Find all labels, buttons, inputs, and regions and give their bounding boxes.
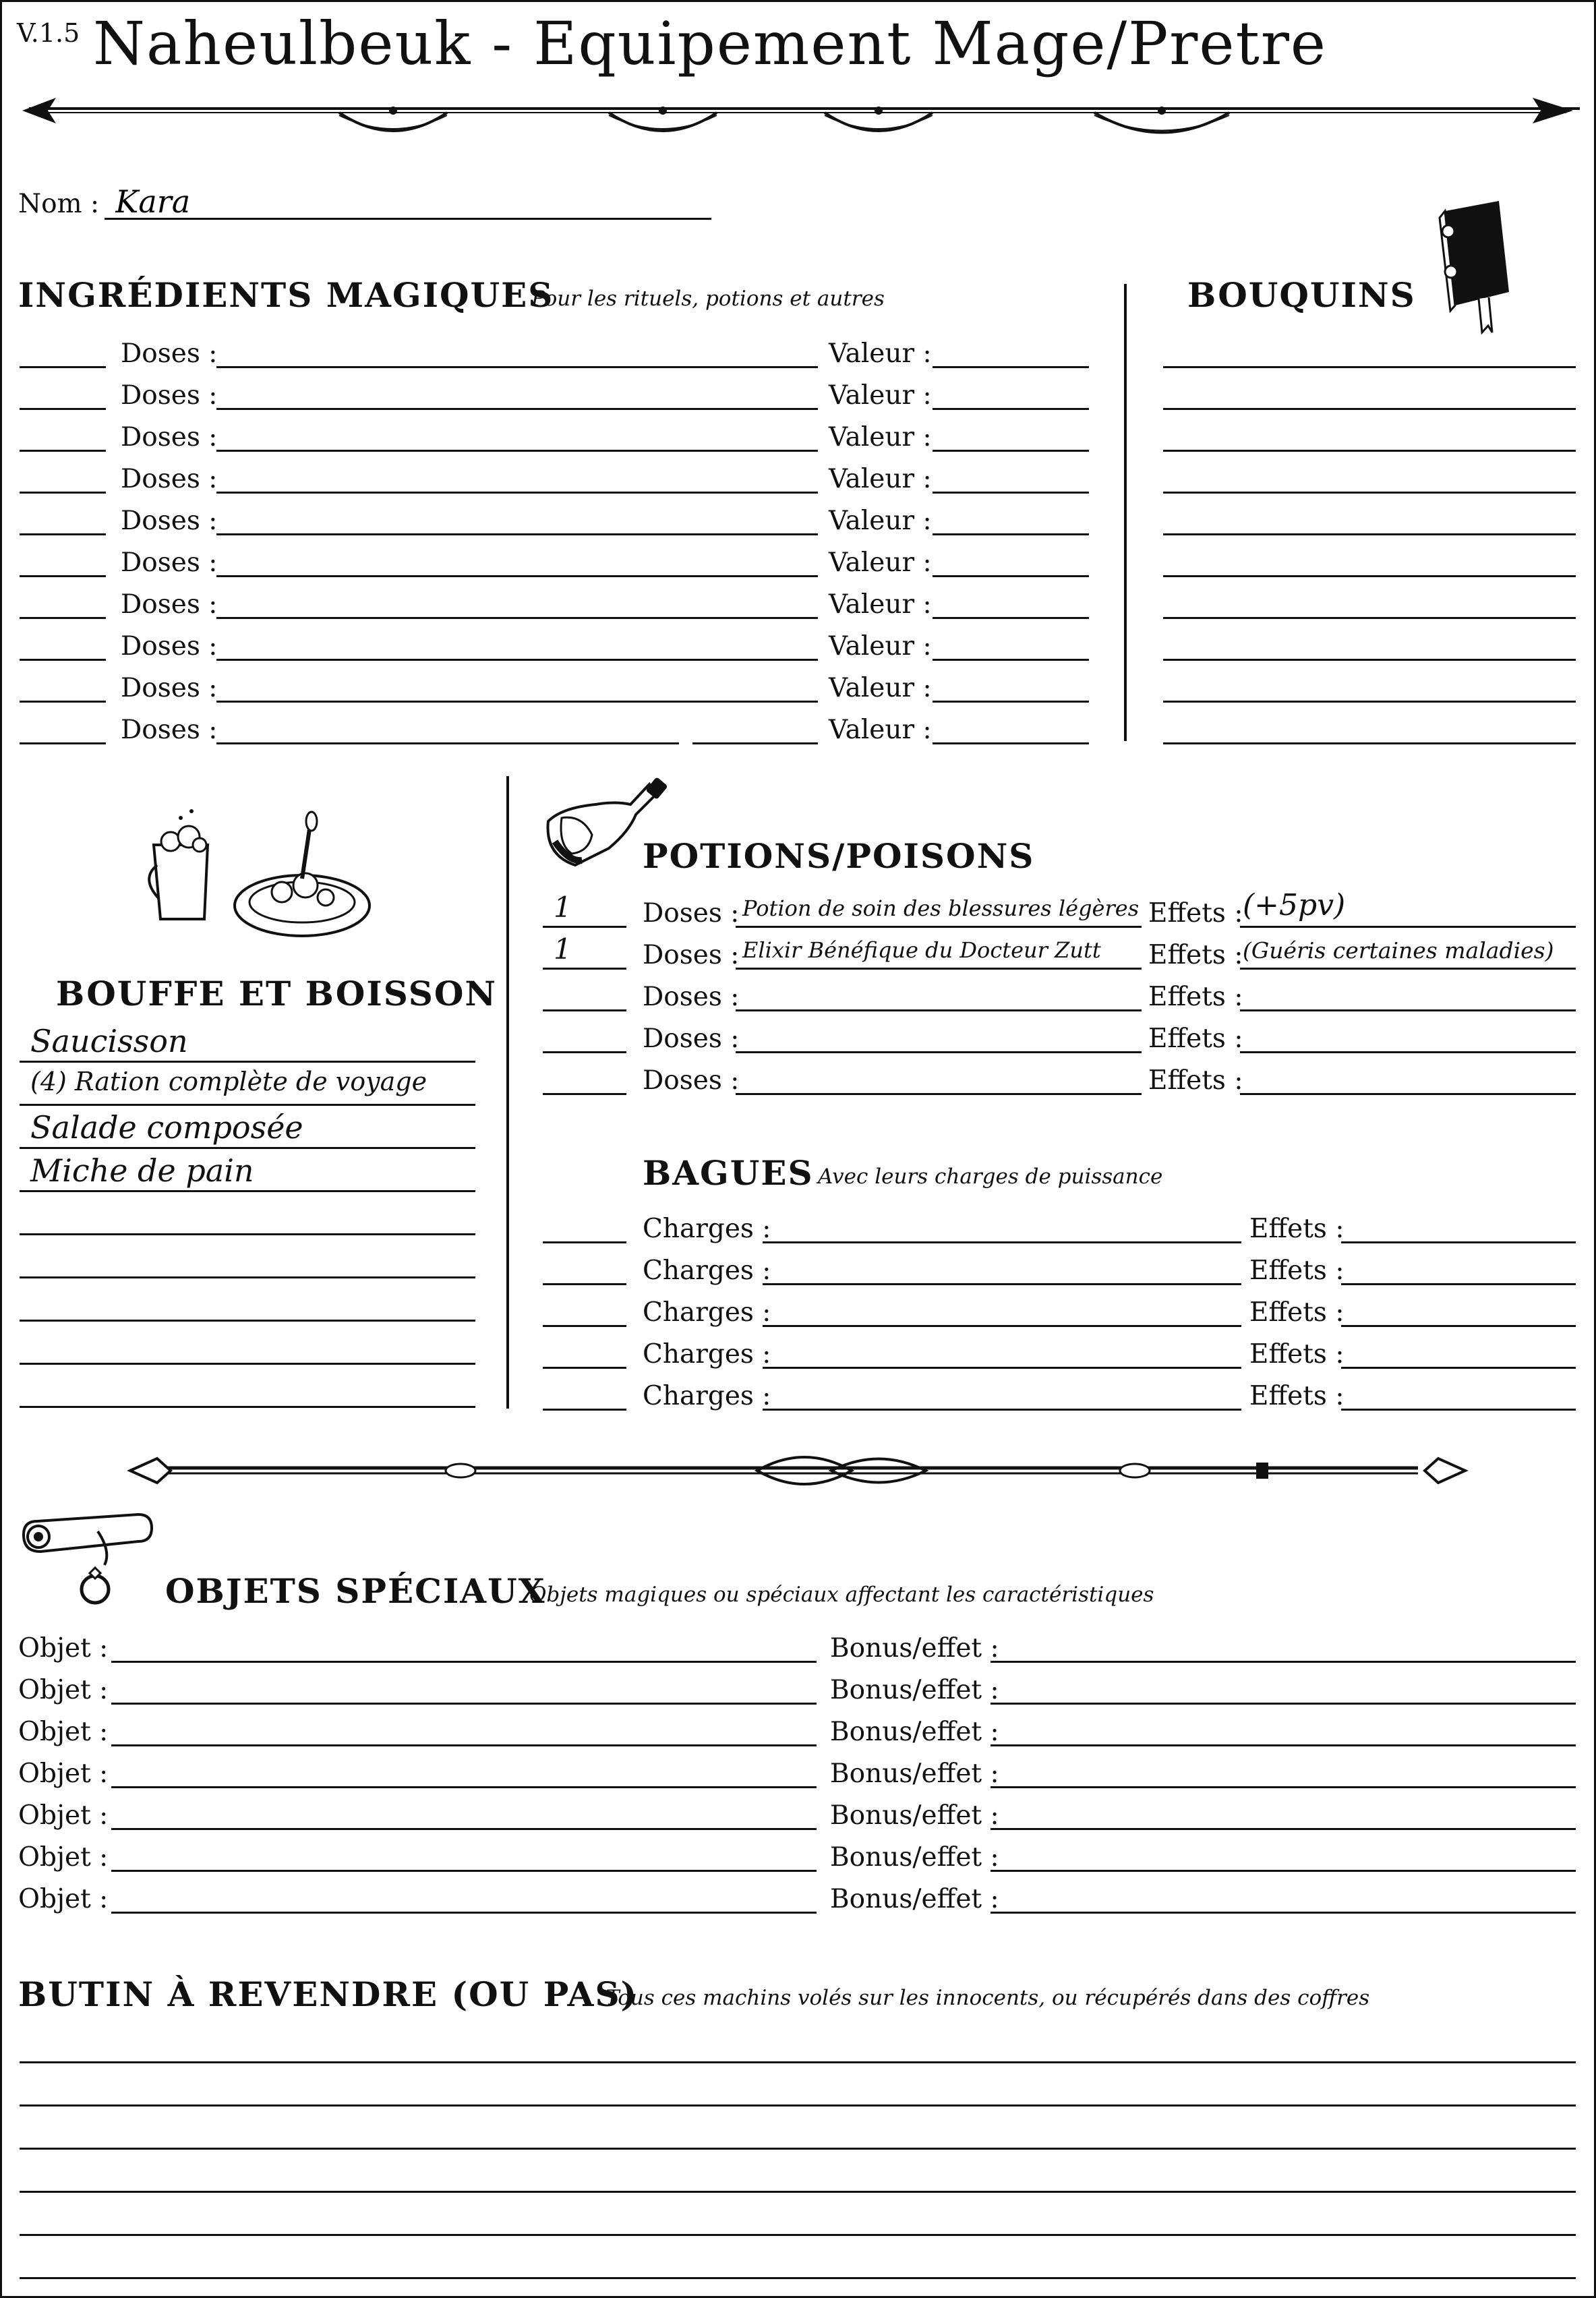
ingredient-name-field[interactable] (216, 462, 818, 492)
food-line (20, 1233, 475, 1235)
ingredient-doses-label: Doses : (121, 506, 218, 536)
food-title: BOUFFE ET BOISSON (56, 974, 498, 1013)
book-field[interactable] (1163, 420, 1576, 450)
potion-effect-field[interactable] (1240, 1063, 1576, 1093)
ingredient-value-field[interactable] (933, 462, 1089, 492)
food-line (20, 1276, 475, 1278)
special-objet-field[interactable] (111, 1715, 817, 1744)
ingredient-value-line (933, 742, 1089, 744)
special-bonus-line (991, 1744, 1576, 1746)
ingredient-doses-label: Doses : (121, 589, 218, 620)
ingredient-qty-field[interactable] (20, 629, 106, 659)
special-bonus-field[interactable] (991, 1798, 1576, 1828)
ring-effect-field[interactable] (1341, 1337, 1576, 1367)
ring-charges-label: Charges : (643, 1297, 771, 1328)
special-objet-line (111, 1870, 817, 1872)
ingredient-doses-label: Doses : (121, 673, 218, 703)
name-label: Nom : (18, 189, 100, 219)
ingredient-qty-field[interactable] (20, 504, 106, 533)
ingredient-doses-label: Doses : (121, 548, 218, 578)
potion-effect-line (1240, 926, 1576, 928)
ring-charges-label: Charges : (643, 1256, 771, 1286)
potion-qty-field[interactable] (543, 980, 626, 1009)
special-objet-label: Objet : (18, 1717, 109, 1747)
book-field[interactable] (1163, 462, 1576, 492)
ingredient-qty-line (20, 492, 106, 494)
special-bonus-field[interactable] (991, 1840, 1576, 1870)
name-field[interactable] (115, 185, 709, 218)
food-item: Saucisson (30, 1023, 188, 1059)
ingredient-qty-field[interactable] (20, 546, 106, 575)
ring-charges-field[interactable] (763, 1337, 1241, 1367)
ingredient-name-line (216, 659, 818, 661)
ingredient-name-line (216, 450, 818, 452)
ingredient-valeur-label: Valeur : (829, 422, 932, 452)
butin-field[interactable] (20, 2073, 1576, 2103)
potion-effect-line (1240, 968, 1576, 970)
ingredient-valeur-label: Valeur : (829, 673, 932, 703)
ingredient-qty-field[interactable] (20, 587, 106, 617)
book-line (1163, 533, 1576, 535)
ring-qty-line (543, 1367, 626, 1369)
ingredient-qty-line (20, 742, 106, 744)
column-divider (506, 776, 509, 1409)
potion-qty-line (543, 968, 626, 970)
ingredient-qty-line (20, 701, 106, 703)
special-objet-label: Objet : (18, 1842, 109, 1873)
ingredient-value-field[interactable] (933, 713, 1089, 742)
ingredient-name-line (216, 701, 818, 703)
book-line (1163, 450, 1576, 452)
food-item: (4) Ration complète de voyage (30, 1067, 427, 1096)
ring-charges-label: Charges : (643, 1214, 771, 1244)
book-line (1163, 659, 1576, 661)
ring-effets-label: Effets : (1249, 1339, 1344, 1369)
special-objet-line (111, 1703, 817, 1705)
special-objet-label: Objet : (18, 1675, 109, 1705)
special-objet-line (111, 1661, 817, 1663)
special-objet-line (111, 1744, 817, 1746)
ingredient-valeur-label: Valeur : (829, 338, 932, 369)
food-line (20, 1406, 475, 1408)
special-objet-field[interactable] (111, 1882, 817, 1912)
butin-line (20, 2061, 1576, 2063)
special-bonus-label: Bonus/effet : (830, 1675, 999, 1705)
ingredient-doses-label: Doses : (121, 464, 218, 494)
ingredient-value-line (933, 492, 1089, 494)
ingredient-name-field[interactable] (216, 587, 818, 617)
ingredient-name-field[interactable] (216, 671, 818, 701)
special-bonus-field[interactable] (991, 1631, 1576, 1661)
ingredient-name-field[interactable] (216, 336, 818, 366)
ring-charges-line (763, 1367, 1241, 1369)
ingredient-value-line (933, 617, 1089, 619)
ingredient-qty-line (20, 617, 106, 619)
ingredient-value-field[interactable] (933, 546, 1089, 575)
potion-effets-label: Effets : (1148, 898, 1243, 929)
ingredient-qty-line (20, 366, 106, 368)
ingredient-doses-label: Doses : (121, 338, 218, 369)
ring-qty-line (543, 1241, 626, 1243)
ingredient-value-line (933, 575, 1089, 577)
potion-name-field[interactable] (736, 980, 1142, 1009)
ingredient-value-line (933, 408, 1089, 410)
special-bonus-field[interactable] (991, 1673, 1576, 1703)
ring-effect-line (1341, 1283, 1576, 1285)
food-line (20, 1104, 475, 1106)
ingredient-value-field[interactable] (933, 504, 1089, 533)
food-line (20, 1320, 475, 1322)
butin-field[interactable] (20, 2246, 1576, 2276)
ingredient-valeur-label: Valeur : (829, 506, 932, 536)
butin-line (20, 2104, 1576, 2106)
ring-charges-field[interactable] (763, 1295, 1241, 1325)
book-line (1163, 701, 1576, 703)
special-bonus-label: Bonus/effet : (830, 1633, 999, 1663)
potion-name-field[interactable] (736, 1063, 1142, 1093)
scroll-icon (17, 1511, 158, 1572)
ring-charges-label: Charges : (643, 1339, 771, 1369)
ingredient-qty-field[interactable] (20, 420, 106, 450)
ingredient-value-line (933, 366, 1089, 368)
ingredient-value-field[interactable] (933, 587, 1089, 617)
ingredient-name-line (216, 742, 679, 744)
potion-name-line (736, 1051, 1142, 1053)
ring-effets-label: Effets : (1249, 1214, 1344, 1244)
food-field[interactable] (20, 1332, 475, 1361)
potion-name-field[interactable] (736, 1022, 1142, 1051)
book-field[interactable] (1163, 629, 1576, 659)
ingredient-value-field[interactable] (933, 629, 1089, 659)
butin-line (20, 2234, 1576, 2236)
potion-name: Elixir Bénéfique du Docteur Zutt (742, 937, 1101, 963)
potion-effect-line (1240, 1093, 1576, 1095)
book-field[interactable] (1163, 671, 1576, 701)
ingredients-subtitle: Pour les rituels, potions et autres (531, 287, 885, 311)
staff-divider-icon (123, 1444, 1472, 1498)
potion-effets-label: Effets : (1148, 1024, 1243, 1054)
ring-charges-line (763, 1325, 1241, 1327)
food-field[interactable] (20, 1245, 475, 1275)
butin-field[interactable] (20, 2203, 1576, 2233)
ingredient-qty-field[interactable] (20, 336, 106, 366)
ring-charges-line (763, 1283, 1241, 1285)
butin-line (20, 2148, 1576, 2150)
special-objet-field[interactable] (111, 1840, 817, 1870)
special-bonus-label: Bonus/effet : (830, 1759, 999, 1789)
special-bonus-field[interactable] (991, 1715, 1576, 1744)
book-line (1163, 366, 1576, 368)
ingredient-qty-field[interactable] (20, 671, 106, 701)
ring-effect-line (1341, 1409, 1576, 1411)
ingredient-valeur-label: Valeur : (829, 715, 932, 745)
ring-effets-label: Effets : (1249, 1381, 1344, 1411)
ingredient-qty-field[interactable] (20, 462, 106, 492)
food-line (20, 1147, 475, 1149)
ingredient-name-line (216, 408, 818, 410)
ingredient-qty-line (20, 408, 106, 410)
food-item: Salade composée (30, 1109, 303, 1146)
ingredient-doses-label: Doses : (121, 380, 218, 411)
ring-qty-field[interactable] (543, 1379, 626, 1409)
ingredient-valeur-label: Valeur : (829, 589, 932, 620)
special-objet-label: Objet : (18, 1633, 109, 1663)
ingredient-value-field[interactable] (933, 420, 1089, 450)
butin-line (20, 2277, 1576, 2279)
special-bonus-line (991, 1703, 1576, 1705)
book-field[interactable] (1163, 713, 1576, 742)
special-bonus-line (991, 1661, 1576, 1663)
food-field[interactable] (20, 1202, 475, 1232)
ingredient-doses-label: Doses : (121, 715, 218, 745)
ingredient-name-field[interactable] (216, 629, 818, 659)
ring-qty-field[interactable] (543, 1212, 626, 1241)
food-line (20, 1363, 475, 1365)
bagues-subtitle: Avec leurs charges de puissance (818, 1165, 1163, 1189)
ring-qty-line (543, 1409, 626, 1411)
ingredient-valeur-label: Valeur : (829, 380, 932, 411)
book-line (1163, 742, 1576, 744)
book-icon (1431, 198, 1512, 339)
ingredient-name-line (216, 366, 818, 368)
book-line (1163, 575, 1576, 577)
book-field[interactable] (1163, 546, 1576, 575)
ingredient-valeur-label: Valeur : (829, 464, 932, 494)
book-field[interactable] (1163, 504, 1576, 533)
special-objet-label: Objet : (18, 1884, 109, 1914)
ring-qty-field[interactable] (543, 1295, 626, 1325)
special-objet-line (111, 1912, 817, 1914)
book-line (1163, 408, 1576, 410)
food-line (20, 1061, 475, 1063)
potion-doses-label: Doses : (643, 1065, 740, 1096)
version-label: V.1.5 (17, 18, 80, 48)
ingredient-qty-field[interactable] (20, 713, 106, 742)
butin-line (20, 2191, 1576, 2193)
column-divider (1124, 284, 1127, 741)
ingredient-valeur-label: Valeur : (829, 631, 932, 661)
book-field[interactable] (1163, 336, 1576, 366)
potion-effets-label: Effets : (1148, 1065, 1243, 1096)
page-title: Naheulbeuk - Equipement Mage/Pretre (93, 9, 1327, 78)
special-objet-line (111, 1828, 817, 1830)
potion-effect: (Guéris certaines maladies) (1243, 937, 1554, 964)
ring-qty-field[interactable] (543, 1337, 626, 1367)
ingredients-title: INGRÉDIENTS MAGIQUES (18, 275, 554, 315)
ring-charges-label: Charges : (643, 1381, 771, 1411)
special-objet-line (111, 1786, 817, 1788)
special-title: OBJETS SPÉCIAUX (165, 1571, 546, 1611)
ring-qty-field[interactable] (543, 1254, 626, 1283)
potion-effect-field[interactable] (1240, 1022, 1576, 1051)
potion-name-line (736, 1093, 1142, 1095)
potion-doses-label: Doses : (643, 1024, 740, 1054)
ring-qty-line (543, 1283, 626, 1285)
ingredient-name-line (216, 575, 818, 577)
food-line (20, 1190, 475, 1192)
ingredient-name-field[interactable] (216, 420, 818, 450)
special-bonus-line (991, 1870, 1576, 1872)
ingredient-value-line (933, 450, 1089, 452)
book-field[interactable] (1163, 587, 1576, 617)
book-field[interactable] (1163, 378, 1576, 408)
ring-effect-field[interactable] (1341, 1254, 1576, 1283)
ingredient-name-field[interactable] (216, 378, 818, 408)
ingredient-name-field[interactable] (216, 546, 818, 575)
potion-name-line (736, 1009, 1142, 1011)
butin-title: BUTIN À REVENDRE (OU PAS) (18, 1974, 639, 2014)
ingredient-doses-label: Doses : (121, 422, 218, 452)
potion-qty-field[interactable] (543, 1063, 626, 1093)
potion-effets-label: Effets : (1148, 940, 1243, 970)
ring-qty-line (543, 1325, 626, 1327)
potion-qty-line (543, 1009, 626, 1011)
ingredient-qty-line (20, 659, 106, 661)
ring-effect-line (1341, 1367, 1576, 1369)
butin-field[interactable] (20, 2160, 1576, 2189)
butin-subtitle: Tous ces machins volés sur les innocents, ou récupérés dans des coffres (605, 1986, 1370, 2010)
food-item: Miche de pain (30, 1152, 254, 1189)
potion-name-line (736, 926, 1142, 928)
special-objet-field[interactable] (111, 1757, 817, 1786)
ingredient-value-line (933, 701, 1089, 703)
ingredient-qty-line (20, 575, 106, 577)
potion-name-line (736, 968, 1142, 970)
special-bonus-label: Bonus/effet : (830, 1842, 999, 1873)
potion-qty-field[interactable] (543, 1022, 626, 1051)
ingredient-name-line (216, 533, 818, 535)
special-objet-field[interactable] (111, 1798, 817, 1828)
ring-effect-field[interactable] (1341, 1295, 1576, 1325)
ring-charges-line (763, 1241, 1241, 1243)
special-objet-field[interactable] (111, 1673, 817, 1703)
ring-effect-field[interactable] (1341, 1379, 1576, 1409)
ingredient-qty-line (20, 533, 106, 535)
special-bonus-line (991, 1828, 1576, 1830)
book-line (1163, 617, 1576, 619)
potion-effect-field[interactable] (1240, 980, 1576, 1009)
ingredient-value-field[interactable] (933, 378, 1089, 408)
ingredient-name-field[interactable] (216, 504, 818, 533)
special-bonus-label: Bonus/effet : (830, 1884, 999, 1914)
food-field[interactable] (20, 1375, 475, 1405)
butin-field[interactable] (20, 2117, 1576, 2146)
ring-charges-field[interactable] (763, 1212, 1241, 1241)
ring-effect-line (1341, 1241, 1576, 1243)
ring-charges-field[interactable] (763, 1254, 1241, 1283)
ring-effets-label: Effets : (1249, 1297, 1344, 1328)
special-bonus-field[interactable] (991, 1757, 1576, 1786)
special-bonus-label: Bonus/effet : (830, 1717, 999, 1747)
potion-doses-label: Doses : (643, 898, 740, 929)
ingredient-qty-field[interactable] (20, 378, 106, 408)
ingredient-name-line (216, 617, 818, 619)
ring-charges-line (763, 1409, 1241, 1411)
ingredient-name-field[interactable] (216, 713, 679, 742)
potion-effect-line (1240, 1051, 1576, 1053)
potion-effect: (+5pv) (1243, 888, 1346, 922)
special-bonus-field[interactable] (991, 1882, 1576, 1912)
book-line (1163, 492, 1576, 494)
potions-title: POTIONS/POISONS (643, 836, 1035, 876)
food-field[interactable] (20, 1289, 475, 1318)
ingredient-valeur-label: Valeur : (829, 548, 932, 578)
potion-effets-label: Effets : (1148, 982, 1243, 1012)
ring-charges-field[interactable] (763, 1379, 1241, 1409)
ingredient-value-line (933, 533, 1089, 535)
ring-effect-line (1341, 1325, 1576, 1327)
potion-effect-line (1240, 1009, 1576, 1011)
potion-qty: 1 (554, 933, 572, 966)
special-bonus-label: Bonus/effet : (830, 1800, 999, 1831)
bagues-title: BAGUES (643, 1153, 814, 1193)
ingredient-value-line (933, 659, 1089, 661)
potion-doses-label: Doses : (643, 940, 740, 970)
butin-field[interactable] (20, 2030, 1576, 2060)
food-plate-icon (140, 804, 376, 946)
ring-icon (75, 1566, 115, 1607)
special-objet-label: Objet : (18, 1759, 109, 1789)
bouquins-title: BOUQUINS (1187, 275, 1416, 315)
potion-qty: 1 (554, 891, 572, 924)
special-bonus-line (991, 1912, 1576, 1914)
arrow-banner-icon (16, 88, 1580, 149)
potion-doses-label: Doses : (643, 982, 740, 1012)
ingredient-extra-line (692, 742, 818, 744)
ring-effets-label: Effets : (1249, 1256, 1344, 1286)
potion-qty-line (543, 926, 626, 928)
special-subtitle: Objets magiques ou spéciaux affectant les caractéristiques (529, 1583, 1154, 1607)
special-objet-label: Objet : (18, 1800, 109, 1831)
special-bonus-line (991, 1786, 1576, 1788)
special-objet-field[interactable] (111, 1631, 817, 1661)
potion-qty-line (543, 1093, 626, 1095)
ingredient-name-line (216, 492, 818, 494)
ring-effect-field[interactable] (1341, 1212, 1576, 1241)
potion-name: Potion de soin des blessures légères (742, 895, 1140, 921)
ingredient-value-field[interactable] (933, 336, 1089, 366)
ingredient-value-field[interactable] (933, 671, 1089, 701)
ingredient-doses-label: Doses : (121, 631, 218, 661)
ingredient-qty-line (20, 450, 106, 452)
potion-qty-line (543, 1051, 626, 1053)
